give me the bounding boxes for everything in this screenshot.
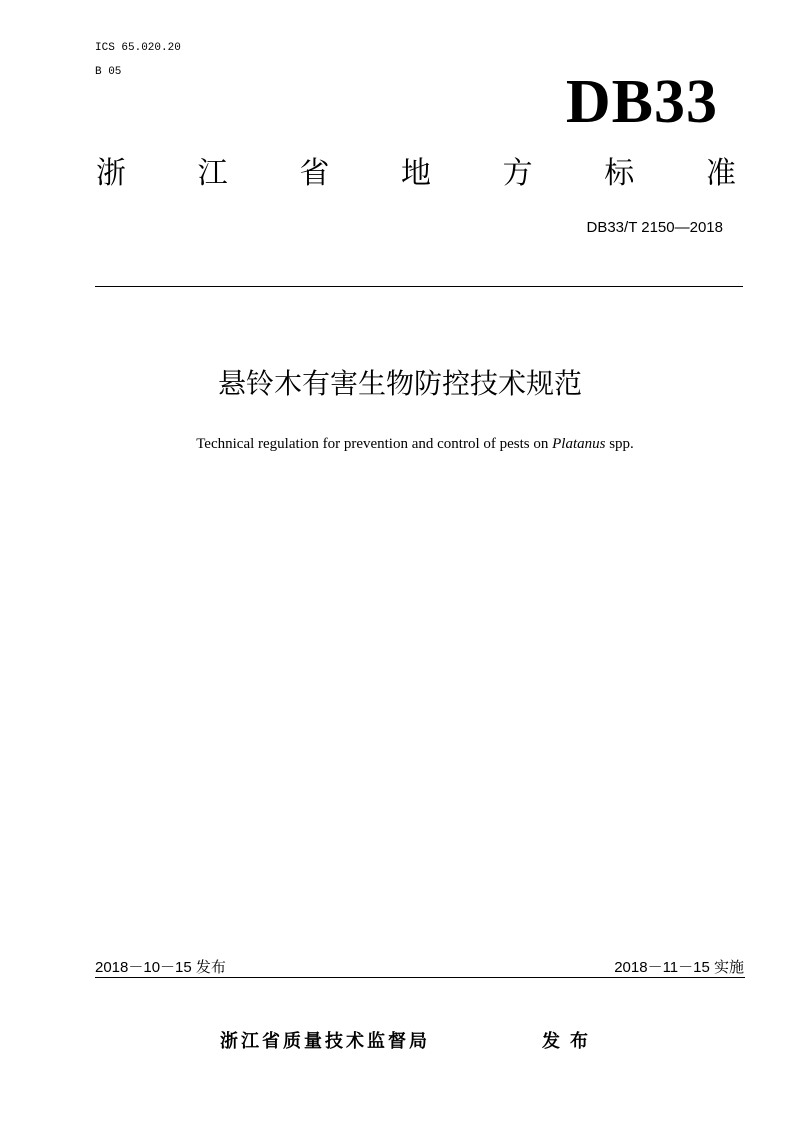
- standard-number: DB33/T 2150—2018: [586, 219, 723, 236]
- standard-logo: DB33: [565, 68, 718, 136]
- publish-date: 2018－10－15 发布: [95, 959, 226, 976]
- title-english-prefix: Technical regulation for prevention and control of pests on: [196, 436, 553, 452]
- standard-type-char: 浙: [96, 156, 126, 191]
- standard-type-char: 省: [299, 156, 330, 191]
- standard-type-char: 标: [604, 156, 635, 191]
- issuing-authority: 浙江省质量技术监督局: [220, 1031, 430, 1052]
- footer-divider: [95, 977, 745, 978]
- header-divider: [95, 286, 743, 287]
- standard-type-heading: [96, 154, 736, 194]
- issue-label: 发布: [542, 1031, 598, 1052]
- standard-type-char: 方: [502, 156, 533, 191]
- ics-code: ICS 65.020.20: [95, 42, 181, 54]
- standard-type-char: 准: [705, 156, 736, 191]
- standard-type-char: 江: [197, 156, 228, 191]
- title-english-suffix: spp.: [605, 436, 634, 452]
- implement-date: 2018－11－15 实施: [614, 959, 744, 976]
- title-english-genus: Platanus: [552, 436, 606, 452]
- document-title-english: [0, 434, 800, 454]
- document-title-chinese: 悬铃木有害生物防控技术规范: [217, 367, 582, 400]
- standard-type-char: 地: [400, 156, 431, 191]
- ccs-code: B 05: [95, 66, 122, 78]
